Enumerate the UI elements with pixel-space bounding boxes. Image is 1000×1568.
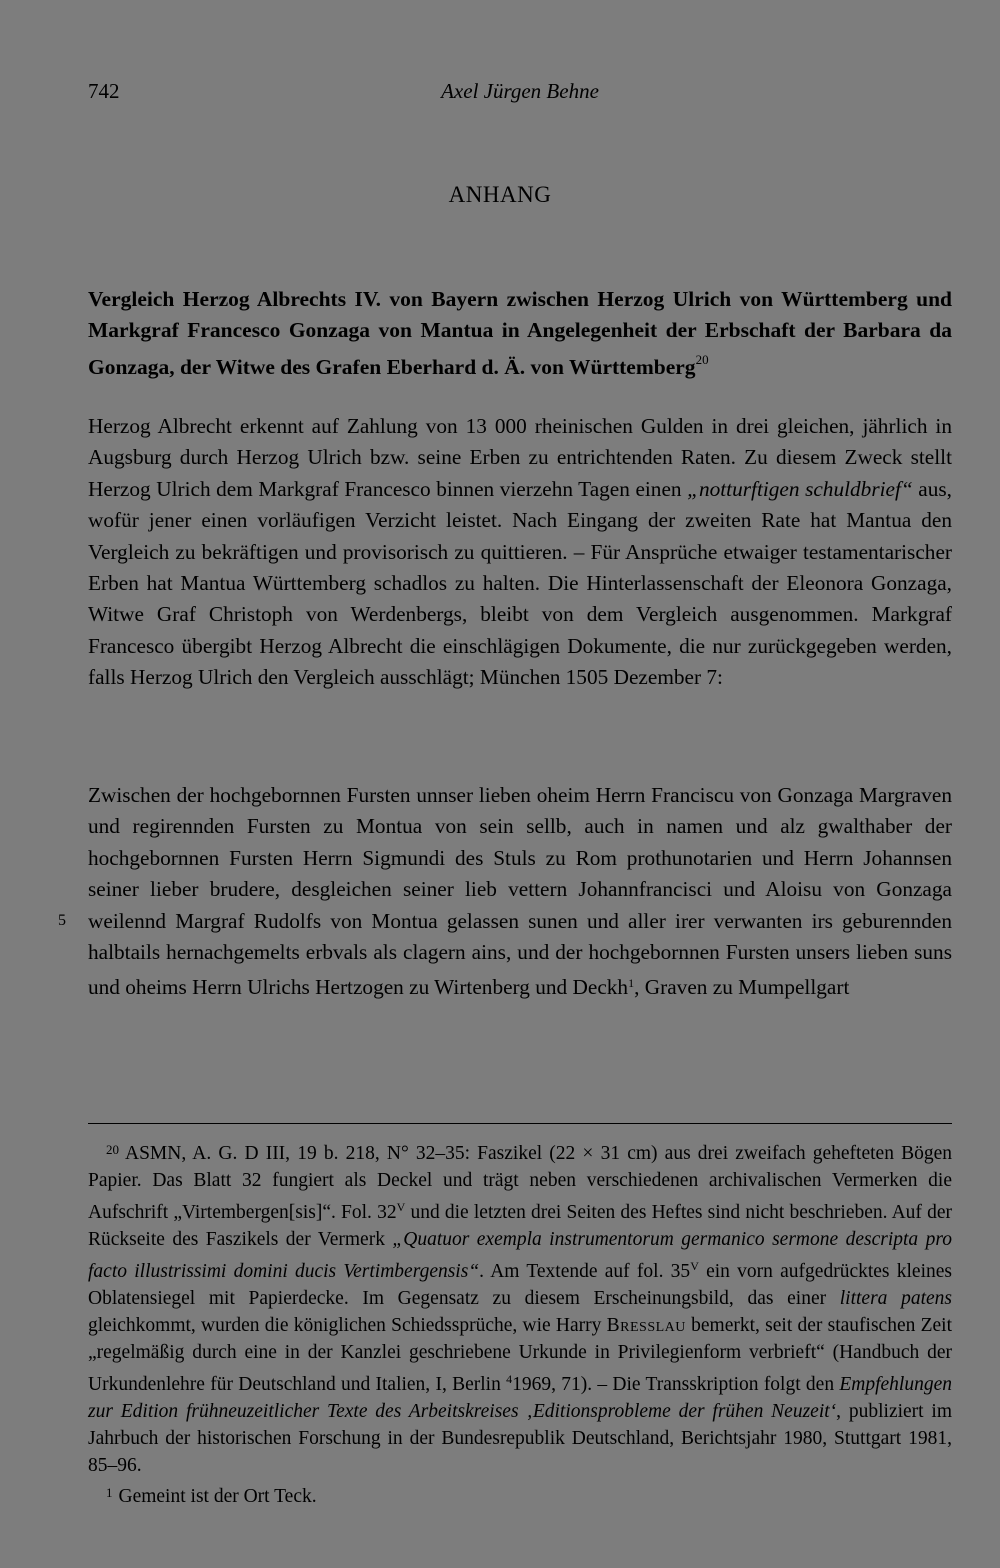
footnote-1 bbox=[88, 1479, 952, 1510]
page-number: 742 bbox=[88, 79, 120, 103]
footnote-20-mark: 20 bbox=[106, 1142, 119, 1157]
footnote-20-text: 1969, 71). – Die Transskription folgt den bbox=[512, 1374, 840, 1395]
regest-text-1: Herzog Albrecht erkennt auf Zahlung von 13 000 rheinischen Gulden in drei gleichen, jährlich in Augsburg durch Herzog Ulrich bzw. seine Erben zu entrichtenden Raten. Zu diesem Zweck stellt Herzog Ulrich dem Markgraf Francesco binnen vierzehn Tagen einen bbox=[88, 414, 952, 501]
footnote-20-text: bemerkt, seit der staufischen Zeit „regelmäßig durch eine in der Kanzlei geschriebene Urkunde in Privilegienform verbrieft“ (Handbuch der Urkundenlehre für Deutschland und Italien, I, Berlin bbox=[88, 1315, 952, 1395]
transcript-text: Zwischen der hochgebornnen Fursten unnser lieben oheim Herrn Franciscu von Gonzaga Margraven und regirennden Fursten zu Montua von sein sellb, auch in namen und alz gwalthaber der hochgebornnen Fursten Herrn Sigmundi des Stuls zu Rom prothunotarien und Herrn Johannsen seiner lieber brudere, desgleichen seiner lieb vettern Johannfrancisci und Aloisu von Gonzaga weilennd Margraf Rudolfs von Montua gelassen sunen und aller irer verwanten irs geburennden halbtails hernachgemelts erbvals als clagern ains, und der hochgebornnen Fursten unsers lieben suns und oheims Herrn Ulrichs Hertzogen zu Wirtenberg und Deckh bbox=[88, 783, 952, 1000]
transcript-paragraph bbox=[88, 780, 952, 1004]
footnote-20-italic: littera patens bbox=[839, 1288, 952, 1309]
footnote-20-superscript: V bbox=[396, 1200, 406, 1214]
footnote-20-text: ein vorn aufgedrücktes kleines Oblatensiegel mit Papierdecke. Im Gegensatz zu diesem Erscheinungsbild, das einer bbox=[88, 1261, 952, 1309]
footnote-ref-1[interactable]: 1 bbox=[628, 976, 635, 991]
footnote-20-text: , publiziert im Jahrbuch der historischen Forschung in der Bundesrepublik Deutschland, Berichtsjahr 1980, Stuttgart 1981, 85–96. bbox=[88, 1401, 952, 1476]
footnote-20-text: und die letzten drei Seiten des Heftes sind nicht beschrieben. Auf der Rückseite des Faszikels der Vermerk bbox=[88, 1202, 953, 1250]
running-head-author: Axel Jürgen Behne bbox=[441, 79, 599, 103]
footnote-20-text: ASMN, A. G. D III, 19 b. 218, N° 32–35: Faszikel (22 × 31 cm) aus drei zweifach gehefteten Bögen Papier. Das Blatt 32 fungiert als Deckel und trägt neben verschiedenen archivalischen Vermerken die Aufschrift „Virtembergen[sis]“. Fol. 32 bbox=[88, 1143, 952, 1223]
footnote-divider bbox=[88, 1123, 952, 1124]
footnote-1-text: Gemeint ist der Ort Teck. bbox=[118, 1486, 317, 1507]
running-head bbox=[88, 76, 952, 108]
document-title bbox=[88, 284, 952, 383]
footnote-20-text: . Am Textende auf fol. 35 bbox=[479, 1261, 691, 1282]
footnote-20 bbox=[88, 1136, 952, 1479]
footnote-20-superscript: 4 bbox=[506, 1372, 513, 1386]
regest-text-2: aus, wofür jener einen vorläufigen Verzicht leistet. Nach Eingang der zweiten Rate hat Mantua den Vergleich zu bekräftigen und provisorisch zu quittieren. – Für Ansprüche etwaiger testamentarischer Erben hat Mantua Württemberg schadlos zu halten. Die Hinterlassenschaft der Eleonora Gonzaga, Witwe Graf Christoph von Werdenbergs, bleibt von dem Vergleich ausgenommen. Markgraf Francesco übergibt Herzog Albrecht die einschlägigen Dokumente, die nur zurückgegeben werden, falls Herzog Ulrich den Vergleich ausschlägt; München 1505 Dezember 7: bbox=[88, 476, 952, 690]
line-number: 5 bbox=[58, 912, 66, 929]
transcript-text-continued: , Graven zu Mumpellgart bbox=[634, 975, 850, 1000]
footnotes bbox=[88, 1136, 952, 1510]
regest-quote: „notturftigen schuldbrief“ bbox=[687, 476, 913, 501]
footnote-20-text: gleichkommt, wurden die königlichen Schiedssprüche, wie Harry bbox=[88, 1315, 607, 1336]
document-title-text: Vergleich Herzog Albrechts IV. von Bayern zwischen Herzog Ulrich von Württemberg und Markgraf Francesco Gonzaga von Mantua in Angelegenheit der Erbschaft der Barbara da Gonzaga, der Witwe des Grafen Eberhard d. Ä. von Württemberg bbox=[88, 287, 952, 380]
footnote-20-author-name: Bresslau bbox=[606, 1315, 686, 1336]
footnote-20-italic: „Quatuor exempla instrumentorum germanico sermone descripta pro facto illustrissimi domini ducis Vertimbergensis“ bbox=[88, 1229, 952, 1282]
footnote-1-mark: 1 bbox=[106, 1485, 113, 1500]
footnote-20-italic: Empfehlungen zur Edition frühneuzeitlicher Texte des Arbeitskreises ‚Editionsprobleme der frühen Neuzeit‘ bbox=[88, 1374, 952, 1422]
footnote-20-superscript: V bbox=[690, 1259, 699, 1273]
regest-paragraph bbox=[88, 411, 952, 694]
section-heading: ANHANG bbox=[448, 182, 552, 207]
footnote-ref-20[interactable]: 20 bbox=[695, 352, 709, 367]
